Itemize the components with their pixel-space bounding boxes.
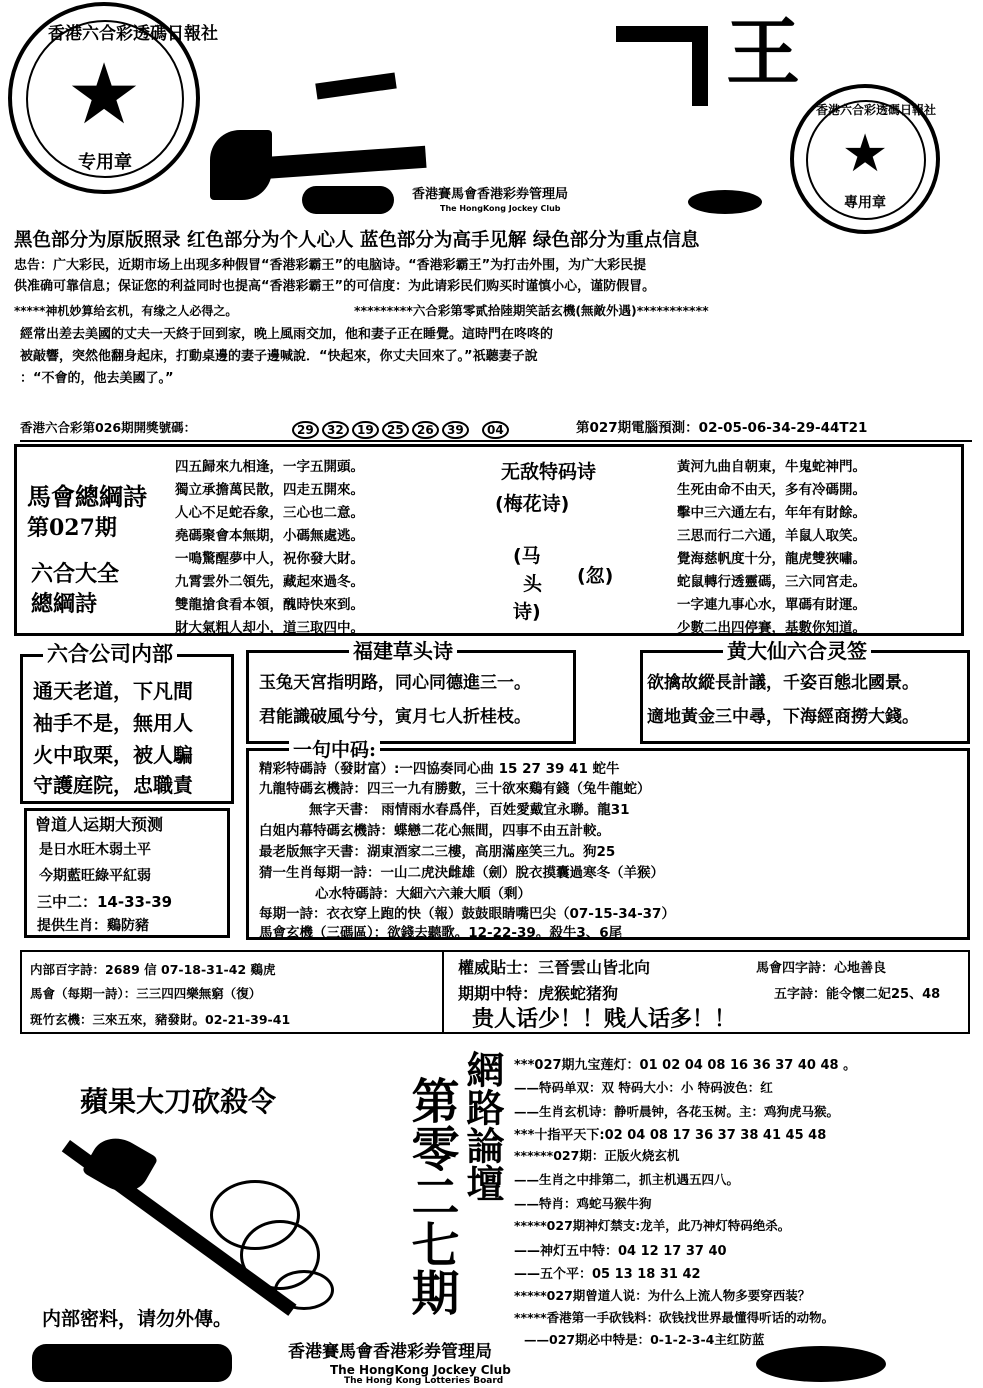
poem-line: 覺海慈帆度十分，龍虎雙狹嘯。 — [677, 551, 866, 567]
seal-left-text: 香港六合彩透碼日報社 — [48, 24, 218, 44]
poem-line: 雙龍搶食看本領，醜時快來到。 — [175, 597, 364, 613]
bottom-right-line2: 期期中特：虎猴蛇猪狗 — [458, 984, 619, 1003]
hkjc-logo-left — [302, 186, 394, 214]
poem-line: 黃河九曲自朝東，牛鬼蛇神門。 — [677, 459, 866, 475]
draw-number: 39 — [442, 421, 469, 439]
huang-line: 適地黃金三中尋，下海經商撈大錢。 — [647, 707, 919, 727]
forum-line: ——神灯五中特：04 12 17 37 40 — [514, 1244, 727, 1259]
one-line-row: 白姐内幕特碼玄機詩：蝶戀二花心無間，四事不由五計較。 — [259, 823, 610, 839]
forum-line: ——027期必中特是：0-1-2-3-4主红防蓝 — [524, 1332, 765, 1347]
poem-box — [14, 444, 964, 636]
one-line-row: 每期一詩：衣衣穿上跑的快（報）鼓鼓眼睛嘴巴尖（07-15-34-37） — [259, 906, 675, 922]
forum-line: ——特肖：鸡蛇马猴牛狗 — [514, 1196, 652, 1211]
poem-mid-b: 头 — [523, 573, 543, 595]
seal-right — [790, 84, 940, 234]
hkjc-logo-footer-left — [32, 1344, 232, 1382]
seal-left-sub: 专用章 — [78, 152, 132, 173]
poem-mid-d: (忽) — [577, 565, 614, 587]
prophecy-line: 是日水旺木弱土平 — [39, 842, 151, 858]
poem-line: 九霄雲外二領先，藏起來過冬。 — [175, 574, 364, 590]
star-icon: ★ — [841, 124, 889, 184]
draw-number: 26 — [412, 421, 439, 439]
bottom-right-line3: 贵人话少！！贱人话多！！ — [472, 1006, 737, 1032]
footer-hkjc-en: The HongKong Jockey Club — [330, 1363, 511, 1377]
hkjc-logo-right — [688, 190, 762, 214]
one-line-row: 心水特碼詩：大細六六兼大順（剩） — [315, 886, 531, 902]
apple-title: 蘋果大刀砍殺令 — [80, 1085, 277, 1118]
one-line-box — [246, 739, 970, 941]
vertical-period: 第零二七期 — [403, 1076, 459, 1316]
draw-row — [20, 418, 972, 442]
forum-line: ——五个平：05 13 18 31 42 — [514, 1267, 701, 1282]
bottom-info-box — [20, 950, 970, 1034]
one-line-row: 九龍特碼玄機詩：四三一九有勝數，三十欲來鷄有錢（兔牛龍蛇） — [259, 781, 651, 797]
poem-line: 人心不足蛇吞象，三心也二意。 — [175, 505, 364, 521]
notice-line-1: 忠告：广大彩民，近期市场上出现多种假冒“香港彩霸王”的电脑诗。“香港彩霸王”为打击外围，为广大彩民提 — [14, 258, 647, 273]
hkjc-header-en: The HongKong Jockey Club — [440, 204, 561, 213]
company-line: 通天老道，下凡間 — [33, 679, 193, 703]
fujian-line: 玉兔天宮指明路，同心同德進三一。 — [259, 673, 531, 693]
poem-line: 三思而行二六通，羊鼠人取笑。 — [677, 528, 866, 544]
poem-mid-a: (马 — [513, 545, 541, 567]
poem-line: 一字連九事心水，單碼有財運。 — [677, 597, 866, 613]
company-line: 火中取栗，被人騙 — [33, 743, 193, 767]
poem-mid-title: 无敌特码诗 — [501, 461, 597, 483]
joke-line-3: ：“不會的，他去美國了。” — [20, 371, 174, 386]
draw-number: 29 — [292, 421, 319, 439]
draw-number: 32 — [322, 421, 349, 439]
hkjc-header-line: 香港賽馬會香港彩券管理局 — [412, 187, 569, 202]
poem-line: 堯碼聚會本無期，小碼無處逃。 — [175, 528, 364, 544]
poem-title-3: 六合大全 — [31, 561, 120, 587]
forum-line: *****027期曾道人说：为什么上流人物多要穿西装？ — [514, 1288, 811, 1303]
seal-right-sub: 專用章 — [844, 195, 886, 211]
company-box — [20, 641, 234, 804]
draw-forecast: 第027期電腦預測：02-05-06-34-29-44T21 — [576, 420, 868, 436]
seal-left — [8, 2, 218, 194]
poem-line: 少數二出四停賽，基數你知道。 — [677, 620, 866, 636]
one-line-row: 精彩特碼詩（發財富）:一四協奏同心曲 15 27 39 41 蛇牛 — [259, 761, 620, 777]
company-line: 守護庭院，忠職責 — [33, 773, 193, 797]
fujian-line: 君能識破風兮兮，寅月七人折桂枝。 — [259, 707, 531, 727]
prophecy-line: 今期藍旺綠平紅弱 — [39, 868, 151, 884]
poem-line: 四五歸來九相逢，一字五開頭。 — [175, 459, 364, 475]
title-wang: 王 — [726, 10, 800, 96]
notice-line-2: 供准确可靠信息；保证您的利益同时也提高“香港彩霸王”的可信度：为此请彩民们购买时谨慎小心，谨防假冒。 — [14, 279, 656, 294]
poem-mid-sub: (梅花诗) — [495, 493, 570, 515]
prophecy-line: 三中二：14-33-39 — [37, 893, 173, 911]
poem-mid-c: 诗) — [513, 601, 541, 623]
one-line-row: 最老版無字天書：湖東酒家二三樓，高朋滿座笑三九。狗25 — [259, 844, 616, 860]
one-line-title: 一句中码: — [289, 741, 380, 760]
forum-line: ***027期九宝莲灯：01 02 04 08 16 36 37 40 48 。 — [514, 1058, 857, 1073]
poem-title-1: 馬會總綱詩 — [27, 482, 147, 511]
star-icon: ★ — [66, 45, 142, 143]
poem-line: 一鳴驚醒夢中人，祝你發大財。 — [175, 551, 364, 567]
title-graphic — [196, 10, 800, 192]
one-line-row: 無字天書： 雨情雨水春爲伴，百姓愛戴宜永聯。龍31 — [309, 802, 630, 818]
prophecy-line: 提供生肖：鷄防豬 — [37, 918, 149, 934]
company-line: 袖手不是，無用人 — [33, 711, 193, 735]
poem-title-2: 第027期 — [27, 515, 117, 541]
draw-label: 香港六合彩第026期開獎號碼： — [20, 420, 197, 435]
fujian-box — [246, 639, 576, 744]
company-title: 六合公司内部 — [43, 643, 177, 664]
bottom-right-line2-right: 五字詩：能令懷二妃25、48 — [774, 987, 941, 1002]
bottom-right-line1-right: 馬會四字詩：心地善良 — [756, 961, 887, 976]
huang-line: 欲擒故縱長計議，千姿百態北國景。 — [647, 673, 919, 693]
forum-line: ***十指平天下:02 04 08 17 36 37 38 41 45 48 — [514, 1128, 827, 1143]
forum-line: ——生肖之中排第二，抓主机遇五四八。 — [514, 1172, 740, 1187]
one-line-row: 猜一生肖每期一詩：一山二虎決雌雄（劍）脫衣摸囊過寒冬（羊猴） — [259, 865, 664, 881]
joke-heading-left: *****神机妙算给玄机，有缘之人必得之。 — [14, 304, 238, 318]
bottom-left-line: 斑竹玄機：三來五來，豬發財。02-21-39-41 — [30, 1012, 291, 1027]
forum-line: ******027期：正版火烧玄机 — [514, 1148, 680, 1163]
fujian-title: 福建草头诗 — [349, 641, 457, 661]
bottom-right-line1: 權威貼士：三晉雲山皆北向 — [458, 958, 651, 977]
poem-line: 獨立承擔萬民散，四走五開來。 — [175, 482, 364, 498]
joke-line-1: 經常出差去美國的丈夫一天終于回到家，晚上風雨交加，他和妻子正在睡覺。這時門在咚咚的 — [20, 327, 554, 342]
color-legend: 黑色部分为原版照录 红色部分为个人心人 蓝色部分为高手见解 绿色部分为重点信息 — [14, 230, 700, 251]
huang-box — [640, 639, 970, 744]
forum-line: *****香港第一手砍钱料：砍钱找世界最懂得听话的动物。 — [514, 1310, 835, 1325]
joke-line-2: 被敲響，突然他翻身起床，打動桌邊的妻子邊喊說．“快起來，你丈夫回來了。”祇聽妻子說 — [20, 349, 538, 364]
draw-number: 19 — [352, 421, 379, 439]
huang-title: 黄大仙六合灵签 — [723, 641, 871, 661]
vertical-forum: 網路論壇 — [460, 1050, 505, 1202]
sword-graphic — [60, 1120, 360, 1320]
poem-line: 蛇鼠轉行透靈碼，三六同宮走。 — [677, 574, 866, 590]
forum-line: *****027期神灯禁支:龙羊，此乃神灯特码绝杀。 — [514, 1218, 791, 1233]
poem-line: 財大氣粗人却小，道三取四中。 — [175, 620, 364, 636]
footer-hkjc-board: The Hong Kong Lotteries Board — [344, 1376, 504, 1386]
draw-number: 04 — [482, 421, 509, 439]
hkjc-logo-footer-right — [756, 1346, 886, 1382]
bottom-left-line: 内部百字詩：2689 信 07-18-31-42 鷄虎 — [30, 962, 276, 977]
poem-line: 生死由命不由天，多有冷碼開。 — [677, 482, 866, 498]
poem-line: 擊中三六通左右，年年有財餘。 — [677, 505, 866, 521]
one-line-row: 馬會玄機（三碼區）：欲錢去聽歌。12-22-39。殺牛3、6尾 — [259, 925, 623, 941]
prophecy-box — [24, 808, 230, 938]
draw-number: 25 — [382, 421, 409, 439]
apple-footer: 内部密料，请勿外傳。 — [42, 1308, 233, 1330]
forum-line: ——特码单双：双 特码大小：小 特码波色：红 — [514, 1080, 773, 1095]
forum-line: ——生肖玄机诗：静听晨钟，各花玉树。主：鸡狗虎马猴。 — [514, 1104, 840, 1119]
prophecy-title: 曾道人运期大预测 — [35, 815, 164, 834]
joke-heading-right: *********六合彩第零贰拾陸期笑話玄機(無敵外遇)*********** — [354, 303, 709, 318]
footer-hkjc-line: 香港賽馬會香港彩券管理局 — [288, 1342, 492, 1362]
poem-title-4: 總綱詩 — [31, 591, 98, 617]
bottom-left-line: 馬會（每期一詩）：三三四四樂無窮（復） — [30, 986, 262, 1001]
seal-right-text: 香港六合彩透碼日報社 — [816, 103, 937, 117]
